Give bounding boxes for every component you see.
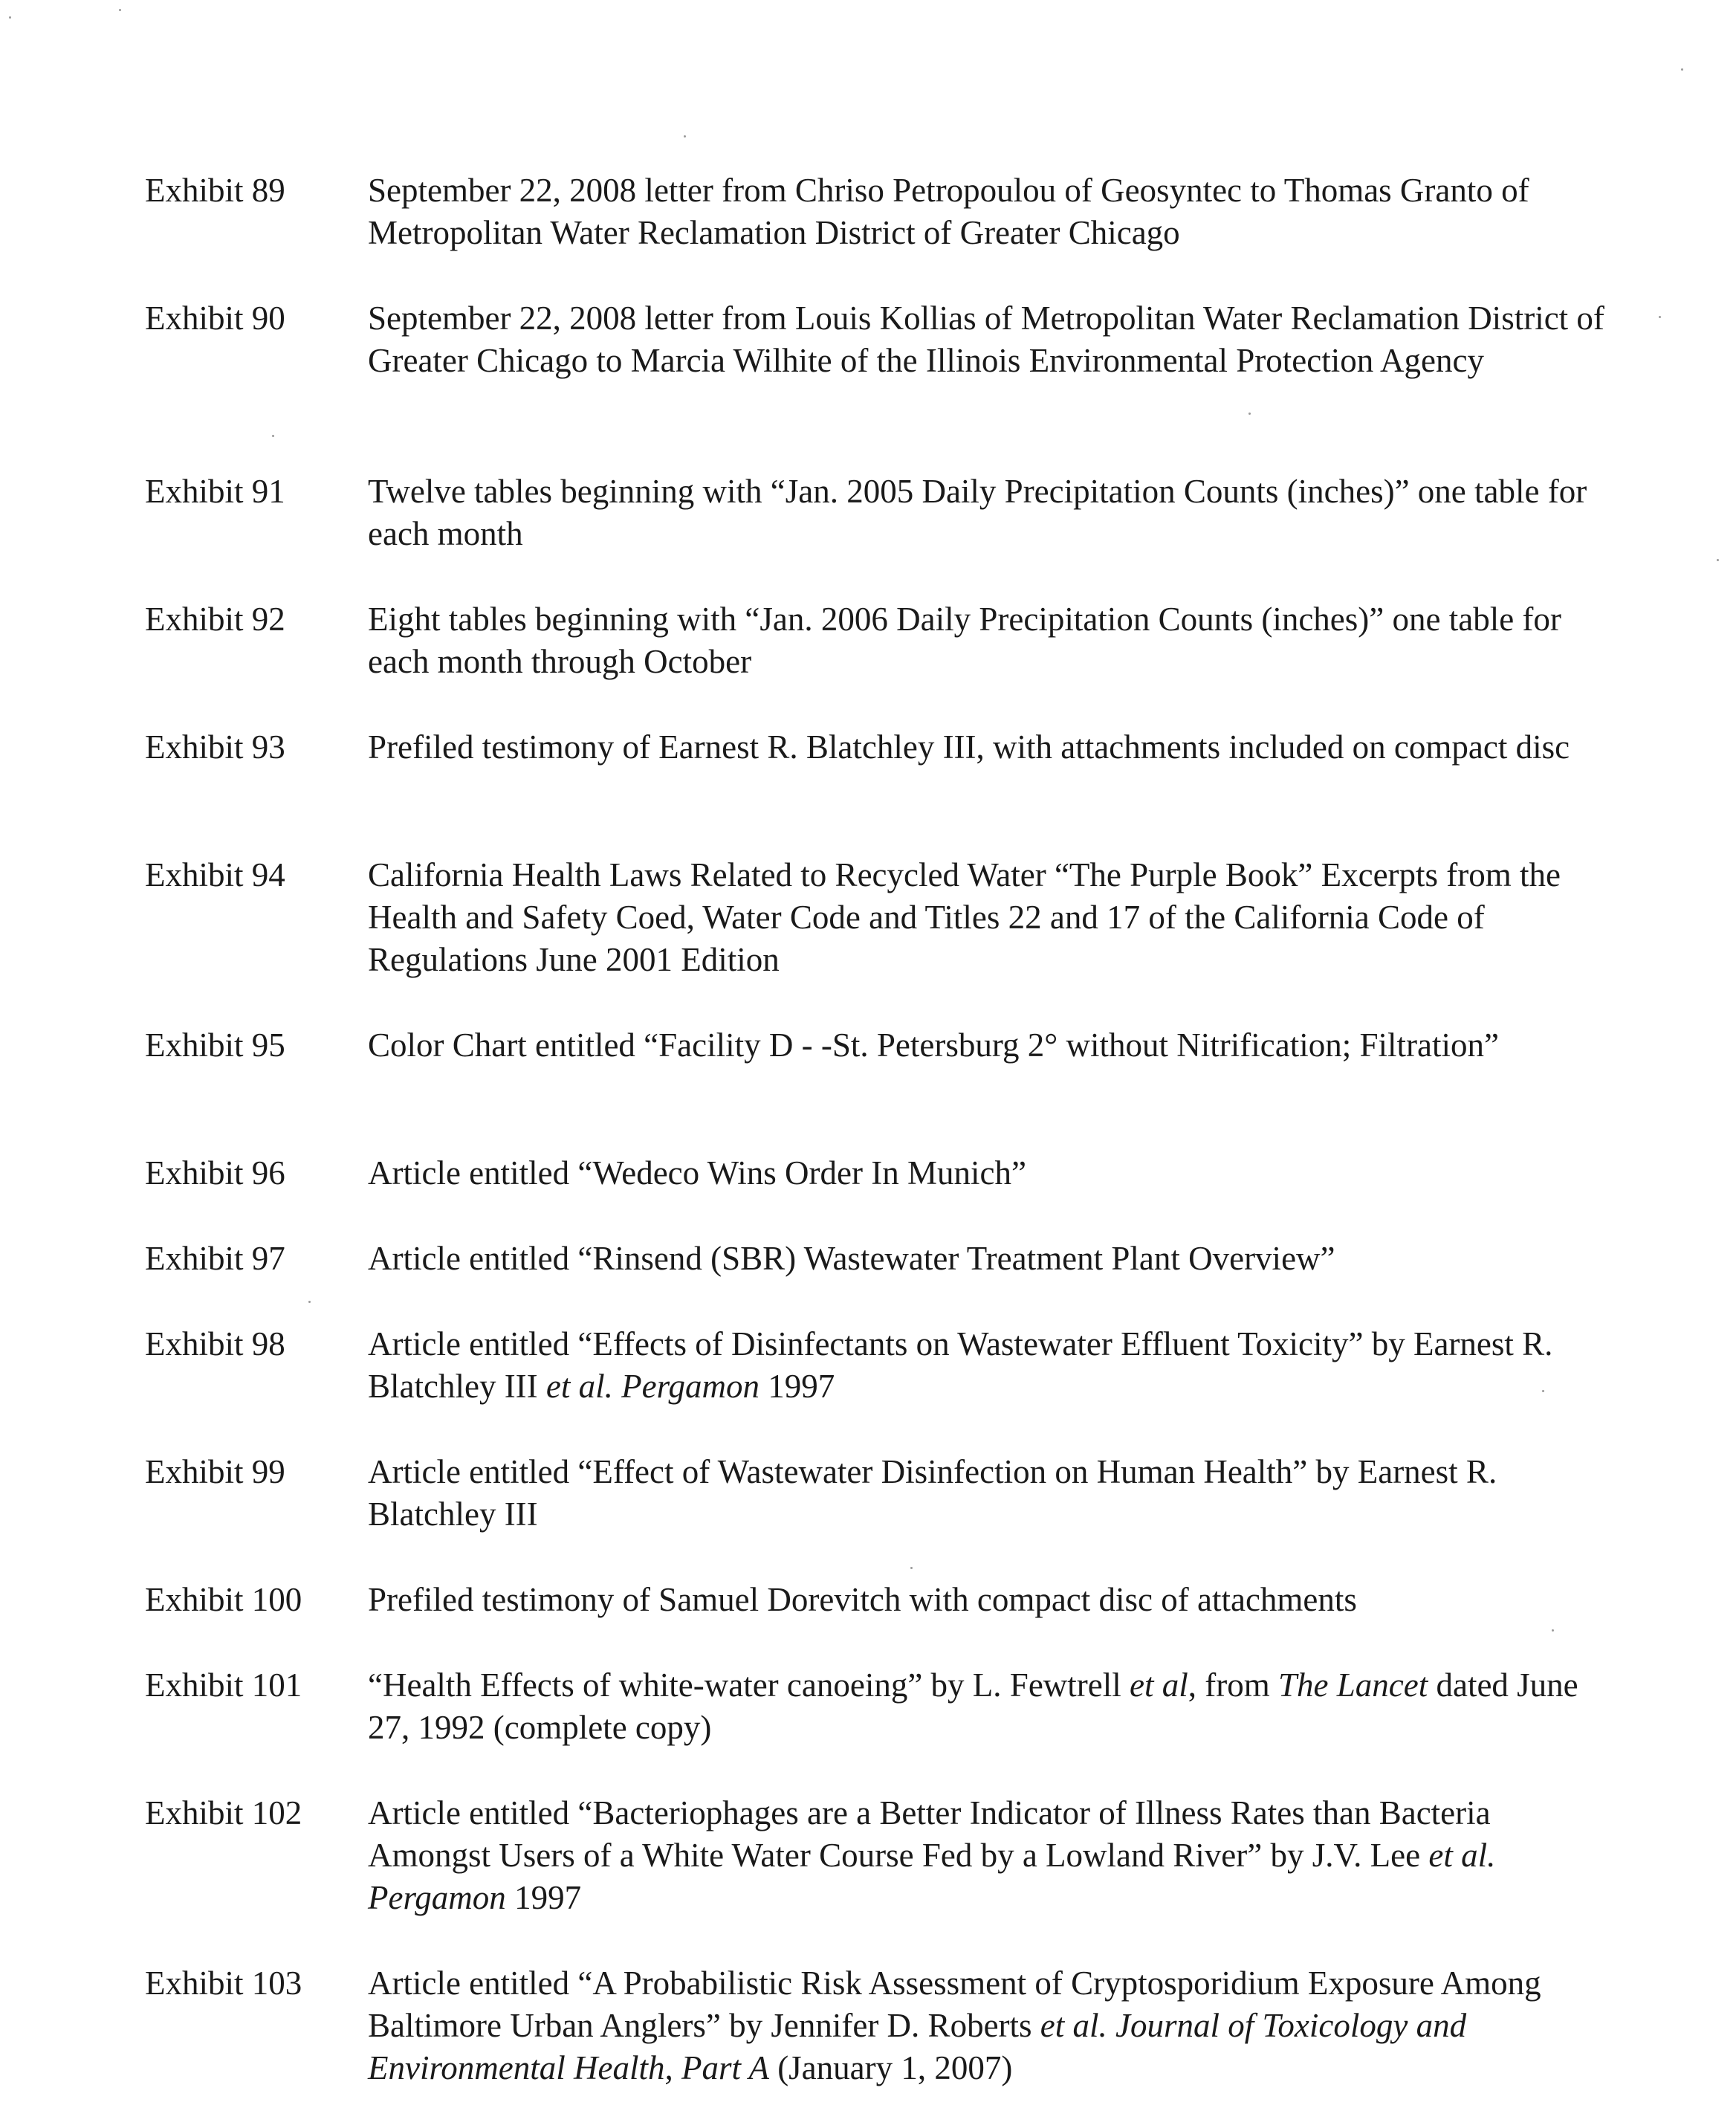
exhibit-description <box>368 169 1616 254</box>
exhibit-label: Exhibit 103 <box>145 1965 302 2002</box>
scan-speck <box>1681 68 1683 71</box>
exhibit-description <box>368 1664 1616 1749</box>
exhibit-row <box>145 471 1631 555</box>
exhibit-label: Exhibit 93 <box>145 728 285 766</box>
scan-speck <box>308 1301 311 1303</box>
description-text: “Health Effects of white-water canoeing” by L. Fewtrell <box>368 1666 1130 1704</box>
exhibit-label: Exhibit 92 <box>145 601 285 638</box>
exhibit-row <box>145 1024 1631 1067</box>
description-text: Article entitled “Wedeco Wins Order In Munich” <box>368 1154 1026 1191</box>
exhibit-label: Exhibit 89 <box>145 172 285 209</box>
description-text <box>1107 2007 1115 2044</box>
scan-speck <box>1659 316 1661 318</box>
italic-text: et al. <box>1428 1837 1496 1874</box>
exhibit-row <box>145 1792 1631 1919</box>
italic-text: The Lancet <box>1277 1666 1428 1704</box>
exhibit-label: Exhibit 97 <box>145 1240 285 1277</box>
exhibit-description <box>368 726 1616 769</box>
description-text: California Health Laws Related to Recycled Water “The Purple Book” Excerpts from the Health and Safety Coed, Water Code and Titles 22 and 17 of the California Code of Regulations June 2001 Edition <box>368 856 1561 978</box>
description-text: dated June 27, 1992 (complete copy) <box>368 1666 1578 1746</box>
exhibit-label: Exhibit 96 <box>145 1154 285 1191</box>
exhibit-row <box>145 726 1631 769</box>
description-text: Color Chart entitled “Facility D - -St. Petersburg 2° without Nitrification; Filtration” <box>368 1026 1499 1064</box>
exhibit-description <box>368 1238 1616 1280</box>
scan-speck <box>272 435 274 437</box>
exhibit-description <box>368 1152 1616 1194</box>
description-text: 1997 <box>759 1368 835 1405</box>
exhibit-description <box>368 1024 1616 1067</box>
exhibit-row <box>145 1451 1631 1536</box>
exhibit-label: Exhibit 101 <box>145 1666 302 1704</box>
description-text: (January 1, 2007) <box>768 2049 1013 2086</box>
exhibit-row <box>145 1323 1631 1408</box>
scan-speck <box>684 135 686 138</box>
exhibit-row <box>145 598 1631 683</box>
exhibit-label: Exhibit 94 <box>145 856 285 893</box>
exhibit-description <box>368 598 1616 683</box>
description-text: , from <box>1188 1666 1278 1704</box>
description-text: 1997 <box>505 1879 582 1916</box>
exhibit-row <box>145 1238 1631 1280</box>
scan-speck <box>119 9 121 11</box>
exhibit-row <box>145 1664 1631 1749</box>
exhibit-description <box>368 1579 1616 1621</box>
exhibit-description <box>368 1451 1616 1536</box>
description-text: September 22, 2008 letter from Louis Kollias of Metropolitan Water Reclamation District of Greater Chicago to Marcia Wilhite of the Illinois Environmental Protection Agency <box>368 300 1604 379</box>
exhibit-label: Exhibit 91 <box>145 473 285 510</box>
description-text: Prefiled testimony of Samuel Dorevitch with compact disc of attachments <box>368 1581 1357 1618</box>
scan-speck <box>1552 1629 1554 1632</box>
exhibit-description <box>368 1792 1616 1919</box>
description-text: Article entitled “Effects of Disinfectants on Wastewater Effluent Toxicity” by Earnest R. Blatchley III <box>368 1325 1553 1405</box>
exhibit-row <box>145 169 1631 254</box>
italic-text: et al. <box>1040 2007 1107 2044</box>
description-text: Article entitled “Bacteriophages are a Better Indicator of Illness Rates than Bacteria Amongst Users of a White Water Course Fed by a Lowland River” by J.V. Lee <box>368 1794 1491 1874</box>
description-text: Article entitled “Rinsend (SBR) Wastewater Treatment Plant Overview” <box>368 1240 1335 1277</box>
exhibit-row <box>145 1579 1631 1621</box>
exhibit-label: Exhibit 99 <box>145 1453 285 1490</box>
exhibit-description <box>368 297 1616 382</box>
exhibit-description <box>368 1323 1616 1408</box>
exhibit-row <box>145 1962 1631 2089</box>
exhibit-label: Exhibit 98 <box>145 1325 285 1362</box>
exhibit-description <box>368 854 1616 981</box>
italic-text: et al <box>1130 1666 1188 1704</box>
description-text: Article entitled “Effect of Wastewater Disinfection on Human Health” by Earnest R. Blatchley III <box>368 1453 1497 1533</box>
exhibit-row <box>145 297 1631 382</box>
scan-speck <box>1717 559 1719 561</box>
exhibit-label: Exhibit 102 <box>145 1794 302 1831</box>
description-text: Twelve tables beginning with “Jan. 2005 Daily Precipitation Counts (inches)” one table for each month <box>368 473 1587 552</box>
description-text: Prefiled testimony of Earnest R. Blatchley III, with attachments included on compact disc <box>368 728 1570 766</box>
exhibit-row <box>145 854 1631 981</box>
description-text: September 22, 2008 letter from Chriso Petropoulou of Geosyntec to Thomas Granto of Metropolitan Water Reclamation District of Greater Chicago <box>368 172 1529 251</box>
exhibit-description <box>368 471 1616 555</box>
exhibit-label: Exhibit 95 <box>145 1026 285 1064</box>
exhibit-description <box>368 1962 1616 2089</box>
description-text <box>613 1368 621 1405</box>
scan-speck <box>1248 413 1251 415</box>
description-text: Article entitled “A Probabilistic Risk Assessment of Cryptosporidium Exposure Among Baltimore Urban Anglers” by Jennifer D. Roberts <box>368 1965 1541 2044</box>
italic-text: et al. <box>545 1368 613 1405</box>
description-text: Eight tables beginning with “Jan. 2006 Daily Precipitation Counts (inches)” one table for each month through October <box>368 601 1561 680</box>
scan-speck <box>910 1567 913 1569</box>
italic-text: Pergamon <box>368 1879 506 1916</box>
scan-speck <box>9 16 11 19</box>
exhibit-label: Exhibit 90 <box>145 300 285 337</box>
italic-text: Journal of Toxicology and Environmental Health, Part A <box>368 2007 1467 2086</box>
italic-text: Pergamon <box>621 1368 760 1405</box>
exhibit-label: Exhibit 100 <box>145 1581 302 1618</box>
exhibit-row <box>145 1152 1631 1194</box>
